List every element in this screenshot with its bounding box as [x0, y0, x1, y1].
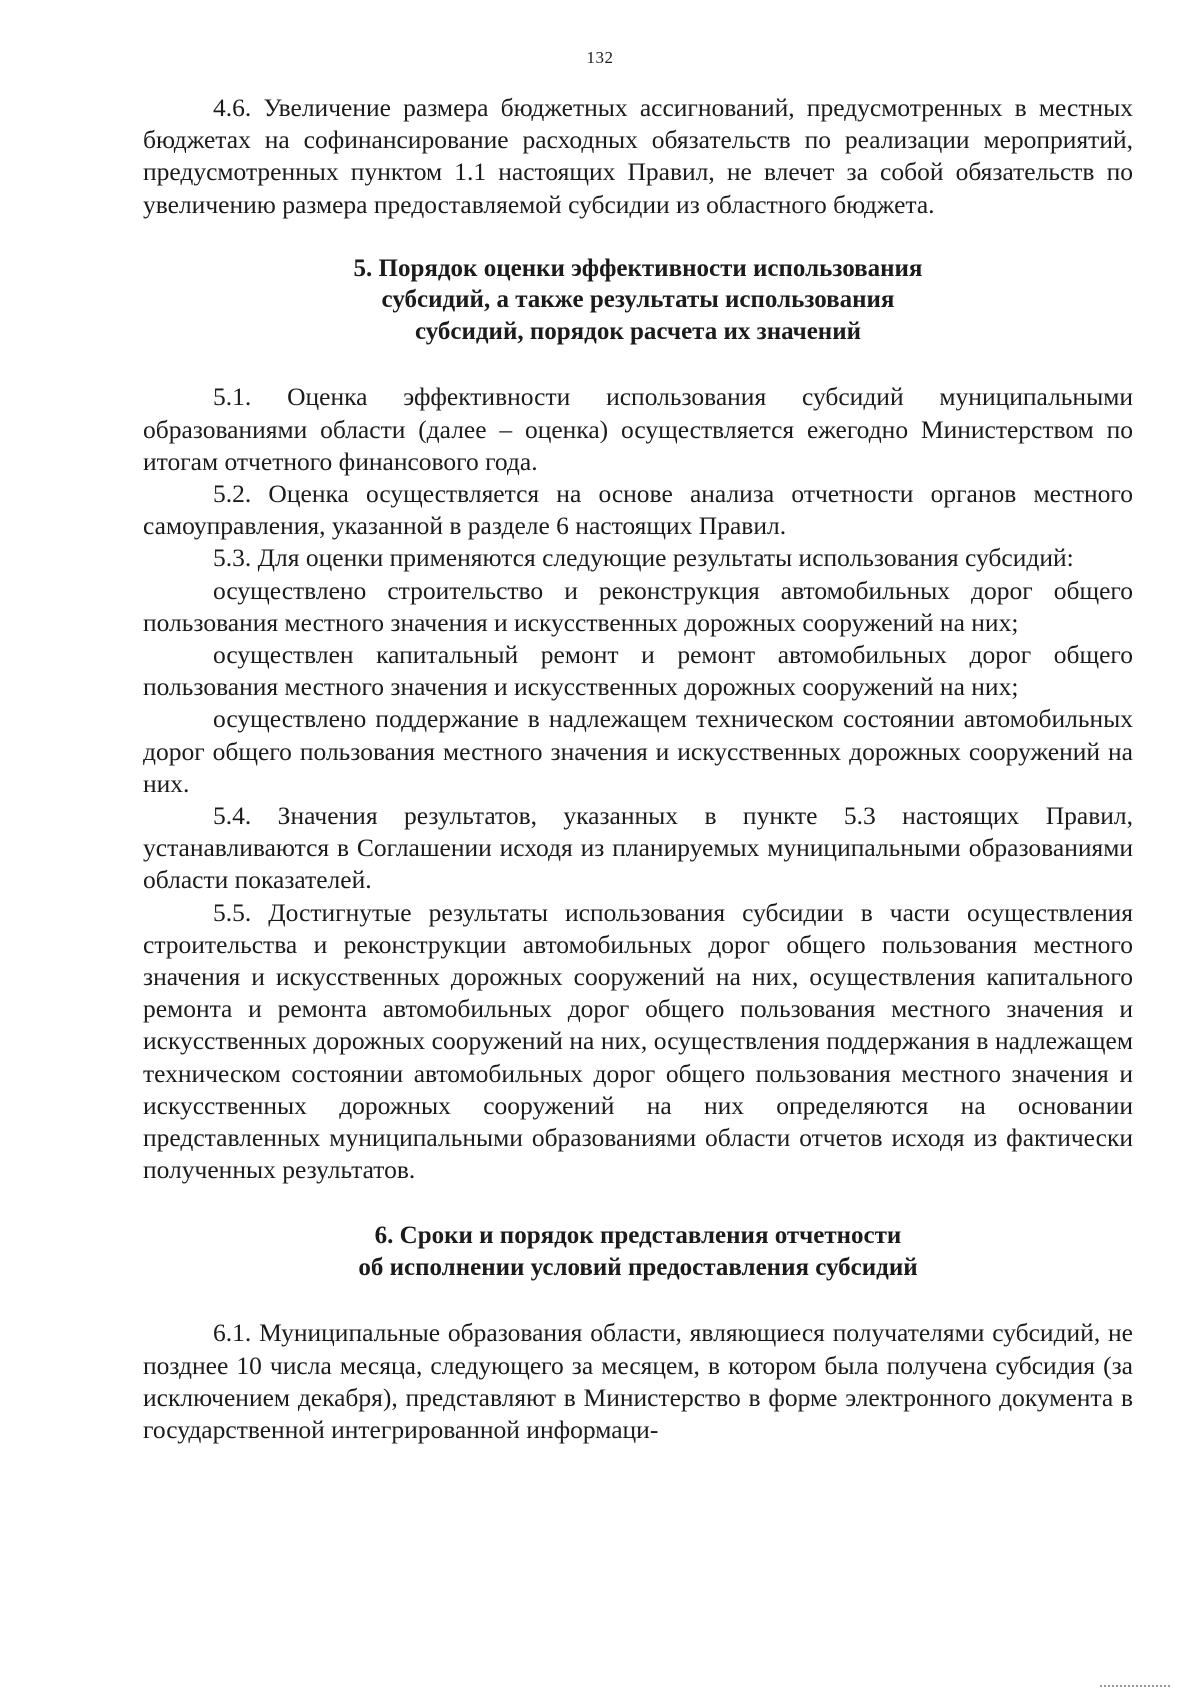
list-item-repair: осуществлен капитальный ремонт и ремонт автомобильных дорог общего пользования местного значения и искусственных дорожных сооружений на них; — [143, 639, 1133, 702]
paragraph-5-1: 5.1. Оценка эффективности использования субсидий муниципальными образованиями области (далее – оценка) осуществляется ежегодно Министерством по итогам отчетного финансового года. — [143, 382, 1133, 476]
paragraph-5-4: 5.4. Значения результатов, указанных в пункте 5.3 настоящих Правил, устанавливаются в Соглашении исходя из планируемых муниципальными образованиями области показателей. — [143, 800, 1133, 895]
list-item-maintenance: осуществлено поддержание в надлежащем техническом состоянии автомобильных дорог общего пользования местного значения и искусственных дорожных сооружений на них. — [143, 704, 1133, 798]
section-6-heading — [143, 1220, 1133, 1283]
paragraph-5-2: 5.2. Оценка осуществляется на основе анализа отчетности органов местного самоуправления, указанной в разделе 6 настоящих Правил. — [143, 478, 1133, 541]
section-5-heading — [143, 253, 1133, 348]
scan-artifact — [1100, 1685, 1170, 1691]
paragraph-5-3: 5.3. Для оценки применяются следующие результаты использования субсидий: — [213, 543, 1074, 573]
section-6-heading-line: 6. Сроки и порядок представления отчетности — [374, 1222, 902, 1250]
list-item-construction: осуществлено строительство и реконструкция автомобильных дорог общего пользования местного значения и искусственных дорожных сооружений на них; — [143, 575, 1133, 637]
paragraph-4-6: 4.6. Увеличение размера бюджетных ассигнований, предусмотренных в местных бюджетах на софинансирование расходных обязательств по реализации мероприятий, предусмотренных пунктом 1.1 настоящих Правил, не влечет за собой обязательств по увеличению размера предоставляемой субсидии из областного бюджета. — [143, 93, 1133, 219]
page-number: 132 — [586, 48, 614, 67]
section-5-heading-line: субсидий, порядок расчета их значений — [414, 317, 862, 345]
paragraph-5-5: 5.5. Достигнутые результаты использования субсидии в части осуществления строительства и реконструкции автомобильных дорог общего пользования местного значения и искусственных дорожных сооружений на них, осуществления капитального ремонта и ремонта автомобильных дорог общего пользования местного значения и искусственных дорожных сооружений на них, осуществления поддержания в надлежащем техническом состоянии автомобильных дорог общего пользования местного значения и искусственных дорожных сооружений на них определяются на основании представленных муниципальными образованиями области отчетов исходя из фактически полученных результатов. — [143, 897, 1133, 1185]
section-5-heading-line: 5. Порядок оценки эффективности использования — [353, 254, 923, 282]
section-5-heading-line: субсидий, а также результаты использования — [381, 286, 895, 314]
text-column — [143, 92, 1133, 1446]
section-6-heading-line: об исполнении условий предоставления субсидий — [358, 1253, 918, 1281]
paragraph-6-1: 6.1. Муниципальные образования области, являющиеся получателями субсидий, не позднее 10 числа месяца, следующего за месяцем, в котором была получена субсидия (за исключением декабря), представляют в Министерство в форме электронного документа в государственной интегрированной информаци- — [143, 1318, 1133, 1444]
